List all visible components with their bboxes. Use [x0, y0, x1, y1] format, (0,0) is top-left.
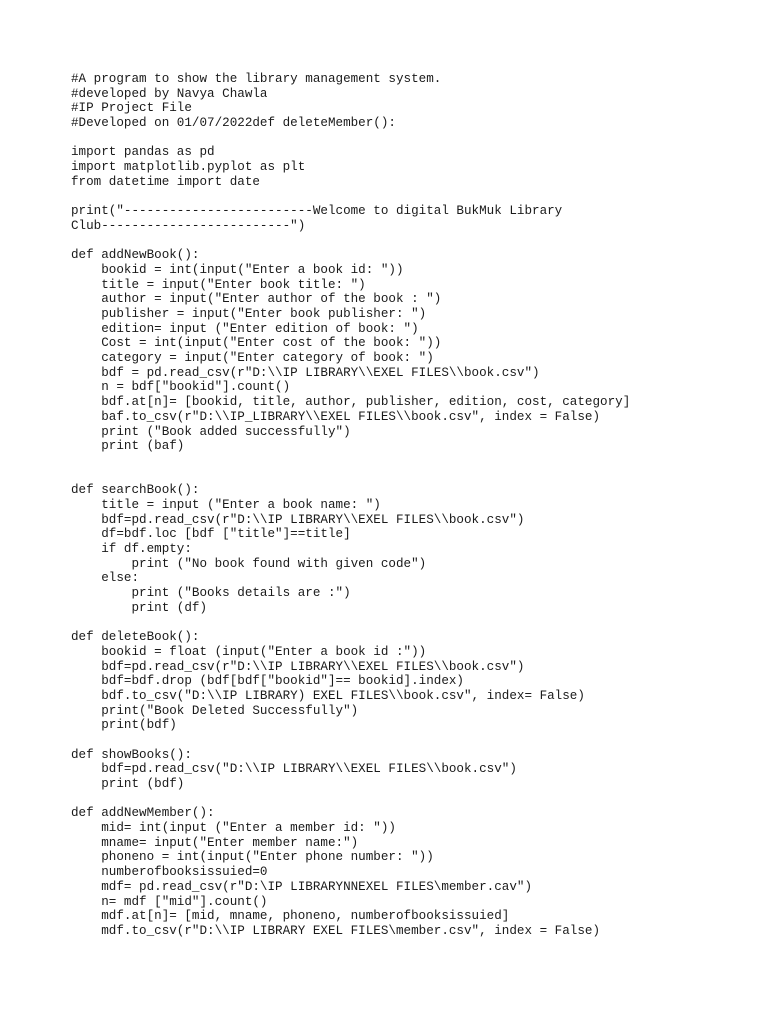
code-line	[71, 469, 751, 484]
code-line: bdf.at[n]= [bookid, title, author, publisher, edition, cost, category]	[71, 395, 631, 410]
code-line	[71, 615, 751, 630]
code-line: print (bdf)	[71, 777, 185, 791]
code-line	[71, 454, 751, 469]
code-line: print(bdf)	[71, 718, 177, 733]
code-line: bdf.to_csv("D:\\IP LIBRARY) EXEL FILES\\book.csv", index= False)	[71, 688, 585, 703]
code-line	[71, 733, 751, 748]
code-line: publisher = input("Enter book publisher: ")	[71, 307, 427, 321]
code-line: from datetime import date	[71, 174, 260, 189]
code-line: if df.empty:	[71, 542, 192, 556]
code-line: def searchBook():	[71, 483, 200, 498]
code-line: category = input("Enter category of book: ")	[71, 351, 434, 366]
code-line: #Developed on 01/07/2022def deleteMember():	[71, 116, 396, 131]
code-line: print (df)	[71, 600, 208, 615]
code-line: #A program to show the library management system.	[71, 72, 442, 86]
code-line: mid= int(input ("Enter a member id: "))	[71, 821, 396, 836]
code-line: n = bdf["bookid"].count()	[71, 380, 291, 395]
code-line: Club-------------------------")	[71, 218, 306, 233]
code-line: bdf=pd.read_csv("D:\\IP LIBRARY\\EXEL FILES\\book.csv")	[71, 762, 517, 777]
code-line: def addNewMember():	[71, 806, 215, 821]
code-line: title = input ("Enter a book name: ")	[71, 497, 381, 512]
code-line: def addNewBook():	[71, 248, 200, 263]
code-line: mname= input("Enter member name:")	[71, 835, 359, 850]
code-line: import matplotlib.pyplot as plt	[71, 160, 306, 175]
code-line: def deleteBook():	[71, 630, 200, 645]
code-line: df=bdf.loc [bdf ["title"]==title]	[71, 527, 351, 542]
code-line: title = input("Enter book title: ")	[71, 277, 366, 292]
code-listing	[71, 72, 751, 939]
code-line: print ("Books details are :")	[71, 586, 351, 601]
code-line: mdf.at[n]= [mid, mname, phoneno, numberofbooksissuied]	[71, 909, 510, 924]
code-line: baf.to_csv(r"D:\\IP_LIBRARY\\EXEL FILES\\book.csv", index = False)	[71, 409, 601, 424]
code-line: import pandas as pd	[71, 145, 215, 160]
code-line: Cost = int(input("Enter cost of the book: "))	[71, 336, 442, 351]
code-line: print("-------------------------Welcome to digital BukMuk Library	[71, 204, 563, 219]
code-line: bdf = pd.read_csv(r"D:\\IP LIBRARY\\EXEL FILES\\book.csv")	[71, 365, 540, 380]
code-line: edition= input ("Enter edition of book: ")	[71, 321, 419, 336]
code-line: #developed by Navya Chawla	[71, 86, 268, 101]
code-line: phoneno = int(input("Enter phone number: "))	[71, 850, 434, 865]
code-line: author = input("Enter author of the book : ")	[71, 292, 442, 307]
code-line	[71, 131, 751, 146]
code-line: print ("No book found with given code")	[71, 556, 427, 571]
code-line	[71, 792, 751, 807]
code-line: bdf=pd.read_csv(r"D:\\IP LIBRARY\\EXEL FILES\\book.csv")	[71, 659, 525, 674]
code-line: n= mdf ["mid"].count()	[71, 894, 268, 909]
code-line: print (baf)	[71, 439, 185, 454]
code-line	[71, 234, 751, 249]
code-line: bookid = int(input("Enter a book id: "))	[71, 262, 404, 277]
code-line: numberofbooksissuied=0	[71, 865, 268, 880]
code-line: bookid = float (input("Enter a book id :"))	[71, 644, 427, 659]
code-line: def showBooks():	[71, 747, 192, 762]
code-line: print("Book Deleted Successfully")	[71, 703, 359, 718]
code-line: bdf=bdf.drop (bdf[bdf["bookid"]== bookid].index)	[71, 674, 464, 689]
code-line: #IP Project File	[71, 101, 192, 116]
code-line: bdf=pd.read_csv(r"D:\\IP LIBRARY\\EXEL FILES\\book.csv")	[71, 512, 525, 527]
code-line	[71, 190, 751, 205]
code-line: print ("Book added successfully")	[71, 424, 351, 439]
code-line: else:	[71, 571, 140, 586]
code-line: mdf.to_csv(r"D:\\IP LIBRARY EXEL FILES\member.csv", index = False)	[71, 923, 601, 938]
code-line: mdf= pd.read_csv(r"D:\IP LIBRARYNNEXEL FILES\member.cav")	[71, 879, 533, 894]
